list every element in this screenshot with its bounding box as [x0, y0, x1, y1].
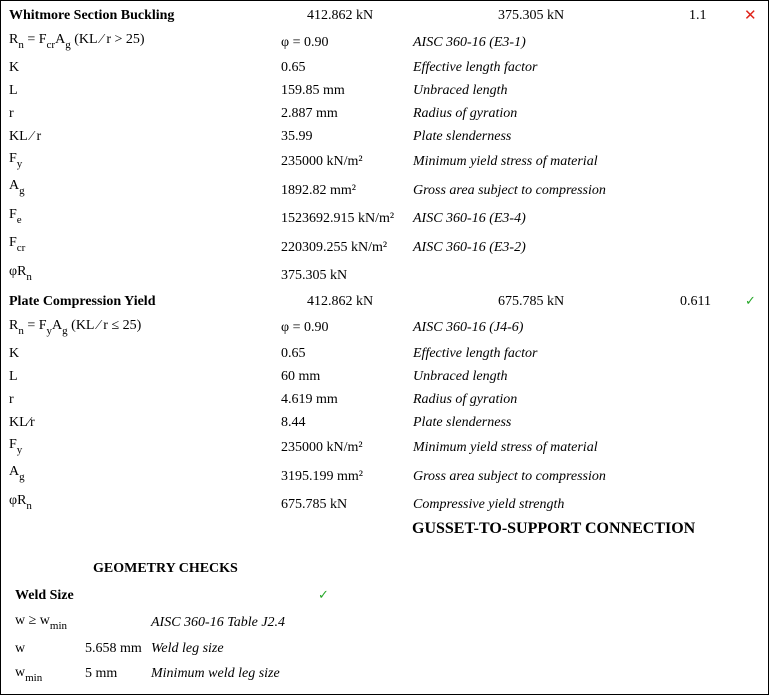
whitmore-phirn-symbol: $\varphi R_n$ — [9, 264, 32, 283]
plate-yield-title: Plate Compression Yield — [9, 294, 156, 309]
whitmore-formula: $R_n = F_{cr}A_g$ (KL ⁄ r > 25) — [9, 32, 145, 51]
whitmore-l-symbol: L — [9, 83, 18, 98]
check-icon: ✓ — [745, 294, 756, 309]
plate-yield-ag-symbol: $A_g$ — [9, 464, 25, 483]
whitmore-fe-value: 1523692.915 kN/m² — [281, 211, 395, 226]
plate-yield-klr-symbol: KL⁄r — [9, 415, 35, 430]
section-heading: GUSSET-TO-SUPPORT CONNECTION — [412, 520, 696, 537]
whitmore-k-value: 0.65 — [281, 60, 306, 75]
plate-yield-k-symbol: K — [9, 346, 20, 361]
whitmore-r-value: 2.887 mm — [281, 106, 338, 121]
plate-yield-demand: 412.862 kN — [307, 294, 374, 309]
plate-yield-l-symbol: L — [9, 369, 18, 384]
plate-yield-r-symbol: r — [9, 392, 14, 407]
plate-yield-ag-value: 3195.199 mm² — [281, 469, 363, 484]
weld-min-condition: $w \ge w_{min}$ — [15, 613, 68, 632]
plate-yield-phirn-desc: Compressive yield strength — [413, 497, 565, 512]
whitmore-r-symbol: r — [9, 106, 14, 121]
weld-wmin-value: 5 mm — [85, 666, 118, 681]
whitmore-klr-symbol: KL ⁄ r — [9, 129, 42, 144]
plate-yield-klr-desc: Plate slenderness — [413, 415, 512, 430]
plate-yield-k-desc: Effective length factor — [413, 346, 538, 361]
plate-yield-fy-desc: Minimum yield stress of material — [413, 440, 598, 455]
plate-yield-capacity: 675.785 kN — [498, 294, 565, 309]
whitmore-l-value: 159.85 mm — [281, 83, 345, 98]
whitmore-ag-desc: Gross area subject to compression — [413, 183, 606, 198]
weld-size-title: Weld Size — [15, 588, 74, 603]
plate-yield-klr-value: 8.44 — [281, 415, 306, 430]
whitmore-phirn-value: 375.305 kN — [281, 268, 348, 283]
whitmore-k-symbol: K — [9, 60, 20, 75]
plate-yield-r-desc: Radius of gyration — [413, 392, 518, 407]
plate-yield-l-desc: Unbraced length — [413, 369, 508, 384]
whitmore-title: Whitmore Section Buckling — [9, 8, 175, 23]
whitmore-fy-symbol: $F_y$ — [9, 151, 23, 170]
plate-yield-r-value: 4.619 mm — [281, 392, 338, 407]
whitmore-demand: 412.862 kN — [307, 8, 374, 23]
geometry-heading: GEOMETRY CHECKS — [93, 561, 238, 576]
plate-yield-l-value: 60 mm — [281, 369, 321, 384]
whitmore-k-desc: Effective length factor — [413, 60, 538, 75]
whitmore-ratio: 1.1 — [689, 8, 707, 23]
whitmore-capacity: 375.305 kN — [498, 8, 565, 23]
whitmore-phi-ref: AISC 360-16 (E3-1) — [413, 35, 526, 50]
whitmore-formula-condition: (KL ⁄ r > 25) — [74, 32, 145, 47]
plate-yield-formula: $R_n = F_yA_g$ (KL ⁄ r ≤ 25) — [9, 318, 142, 337]
whitmore-fe-symbol: $F_e$ — [9, 207, 22, 226]
weld-w-symbol: w — [15, 641, 26, 656]
weld-wmin-desc: Minimum weld leg size — [151, 666, 280, 681]
plate-yield-ag-desc: Gross area subject to compression — [413, 469, 606, 484]
whitmore-fy-desc: Minimum yield stress of material — [413, 154, 598, 169]
plate-yield-formula-condition: (KL ⁄ r ≤ 25) — [71, 318, 142, 333]
whitmore-l-desc: Unbraced length — [413, 83, 508, 98]
plate-yield-k-value: 0.65 — [281, 346, 306, 361]
weld-w-value: 5.658 mm — [85, 641, 142, 656]
whitmore-r-desc: Radius of gyration — [413, 106, 518, 121]
whitmore-fcr-symbol: $F_{cr}$ — [9, 235, 26, 254]
whitmore-fcr-ref: AISC 360-16 (E3-2) — [413, 240, 526, 255]
plate-yield-phi-ref: AISC 360-16 (J4-6) — [413, 320, 524, 335]
whitmore-klr-desc: Plate slenderness — [413, 129, 512, 144]
whitmore-phi: φ = 0.90 — [281, 35, 329, 50]
cross-icon: ✕ — [744, 6, 757, 24]
plate-yield-phirn-symbol: $\varphi R_n$ — [9, 493, 32, 512]
whitmore-fy-value: 235000 kN/m² — [281, 154, 363, 169]
weld-w-desc: Weld leg size — [151, 641, 224, 656]
whitmore-ag-symbol: $A_g$ — [9, 178, 25, 197]
whitmore-ag-value: 1892.82 mm² — [281, 183, 356, 198]
weld-check-icon: ✓ — [318, 588, 329, 603]
plate-yield-fy-symbol: $F_y$ — [9, 437, 23, 456]
weld-wmin-symbol: $w_{min}$ — [15, 665, 43, 684]
weld-ref: AISC 360-16 Table J2.4 — [151, 615, 286, 630]
plate-yield-phirn-value: 675.785 kN — [281, 497, 348, 512]
plate-yield-phi: φ = 0.90 — [281, 320, 329, 335]
plate-yield-fy-value: 235000 kN/m² — [281, 440, 363, 455]
whitmore-fe-ref: AISC 360-16 (E3-4) — [413, 211, 526, 226]
whitmore-fcr-value: 220309.255 kN/m² — [281, 240, 388, 255]
whitmore-klr-value: 35.99 — [281, 129, 313, 144]
plate-yield-ratio: 0.611 — [680, 294, 711, 309]
